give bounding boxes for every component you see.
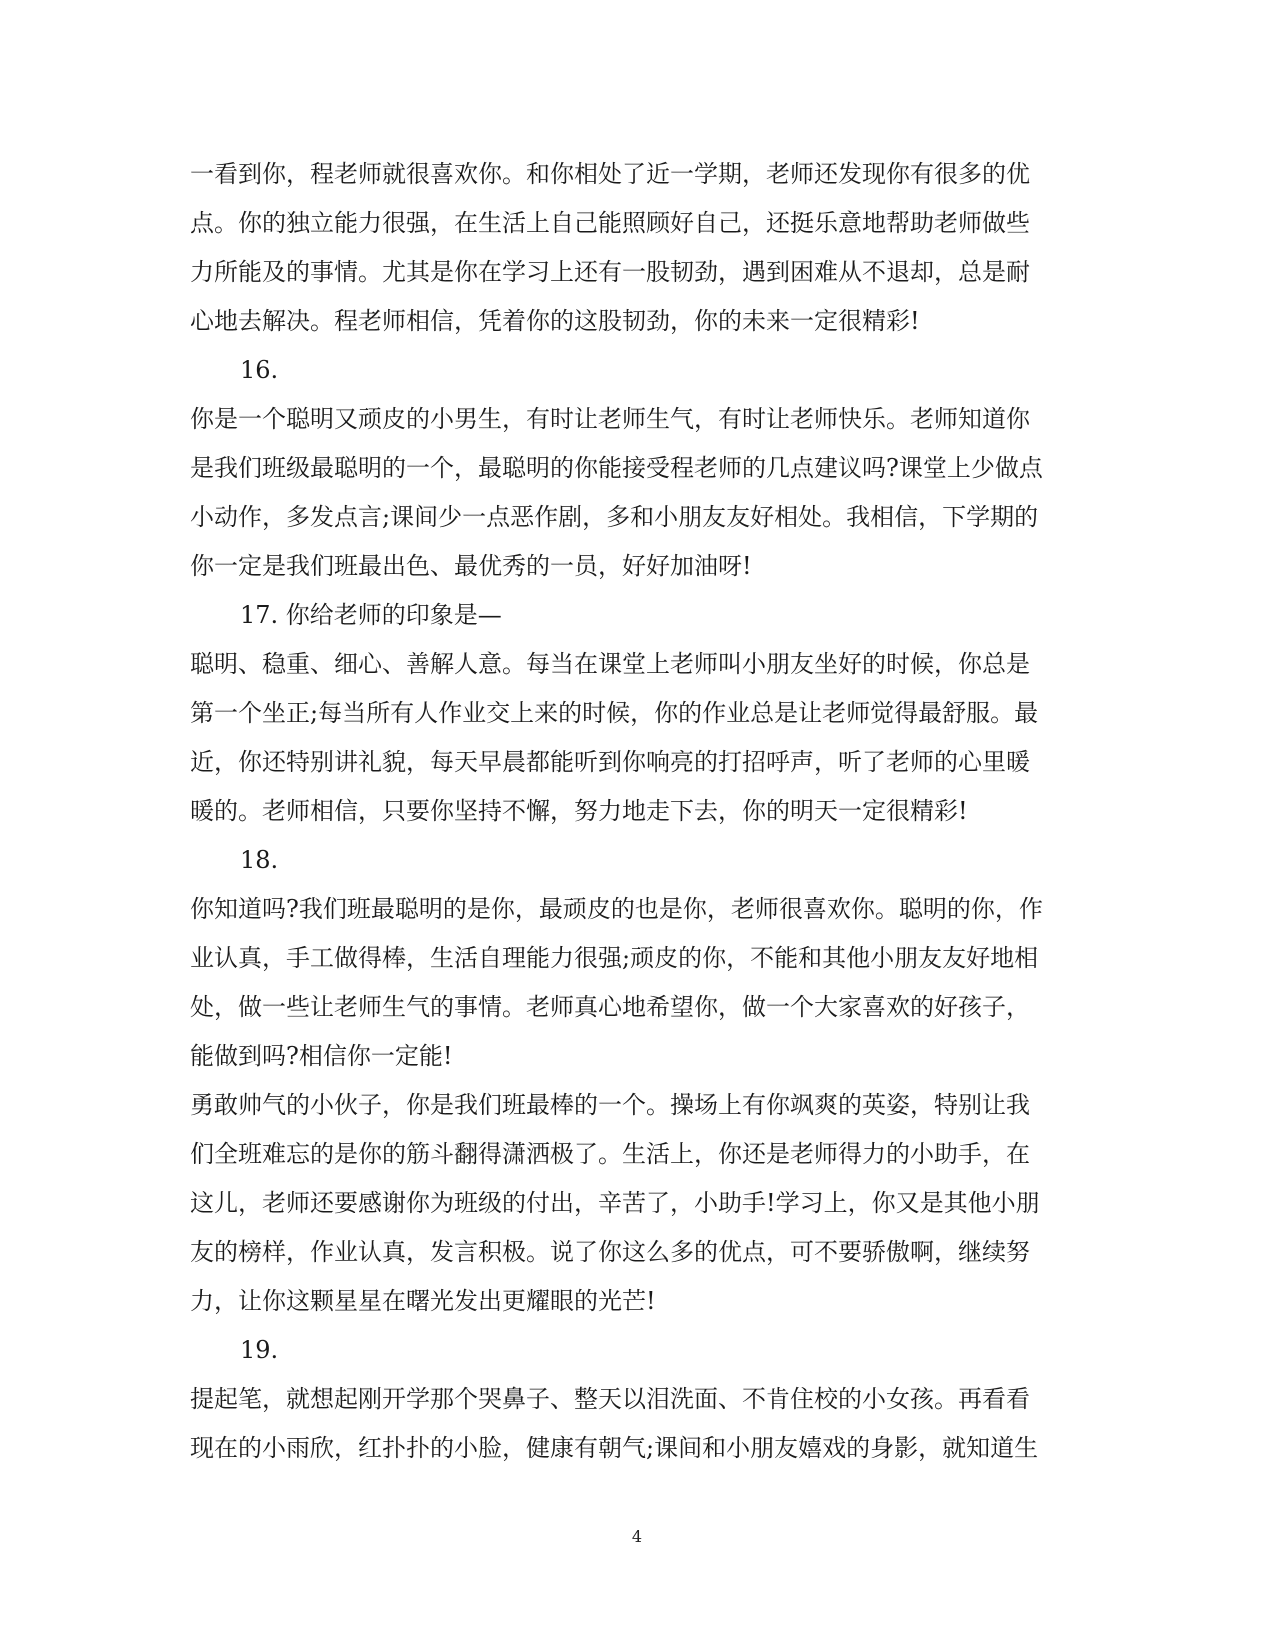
text-line: 能做到吗?相信你一定能! [190,1042,453,1070]
text-line: 们全班难忘的是你的筋斗翻得潇洒极了。生活上，你还是老师得力的小助手，在 [190,1140,1030,1168]
text-line: 心地去解决。程老师相信，凭着你的这股韧劲，你的未来一定很精彩! [190,307,920,335]
text-line: 力所能及的事情。尤其是你在学习上还有一股韧劲，遇到困难从不退却，总是耐 [190,258,1030,286]
text-line: 力，让你这颗星星在曙光发出更耀眼的光芒! [190,1287,656,1315]
text-line: 你知道吗?我们班最聪明的是你，最顽皮的也是你，老师很喜欢你。聪明的你，作 [190,895,1043,923]
text-line: 一看到你，程老师就很喜欢你。和你相处了近一学期，老师还发现你有很多的优 [190,160,1030,188]
section-heading: 16. [240,356,279,384]
text-line: 这儿，老师还要感谢你为班级的付出，辛苦了，小助手!学习上，你又是其他小朋 [190,1189,1040,1217]
text-line: 你是一个聪明又顽皮的小男生，有时让老师生气，有时让老师快乐。老师知道你 [190,405,1030,433]
text-line: 你一定是我们班最出色、最优秀的一员，好好加油呀! [190,552,752,580]
text-line: 第一个坐正;每当所有人作业交上来的时候，你的作业总是让老师觉得最舒服。最 [190,699,1039,727]
section-heading: 17. 你给老师的印象是— [240,601,502,629]
text-line: 处，做一些让老师生气的事情。老师真心地希望你，做一个大家喜欢的好孩子， [190,993,1030,1021]
document-body [190,150,1080,1473]
text-line: 点。你的独立能力很强，在生活上自己能照顾好自己，还挺乐意地帮助老师做些 [190,209,1030,237]
text-line: 勇敢帅气的小伙子，你是我们班最棒的一个。操场上有你飒爽的英姿，特别让我 [190,1091,1030,1119]
text-line: 业认真，手工做得棒，生活自理能力很强;顽皮的你，不能和其他小朋友友好地相 [190,944,1039,972]
text-line: 友的榜样，作业认真，发言积极。说了你这么多的优点，可不要骄傲啊，继续努 [190,1238,1030,1266]
text-line: 小动作，多发点言;课间少一点恶作剧，多和小朋友友好相处。我相信，下学期的 [190,503,1039,531]
page-number: 4 [631,1527,643,1546]
text-line: 聪明、稳重、细心、善解人意。每当在课堂上老师叫小朋友坐好的时候，你总是 [190,650,1030,678]
section-heading: 18. [240,846,279,874]
text-line: 近，你还特别讲礼貌，每天早晨都能听到你响亮的打招呼声，听了老师的心里暖 [190,748,1030,776]
text-line: 暖的。老师相信，只要你坚持不懈，努力地走下去，你的明天一定很精彩! [190,797,968,825]
text-line: 提起笔，就想起刚开学那个哭鼻子、整天以泪洗面、不肯住校的小女孩。再看看 [190,1385,1030,1413]
section-heading: 19. [240,1336,279,1364]
text-line: 现在的小雨欣，红扑扑的小脸，健康有朝气;课间和小朋友嬉戏的身影，就知道生 [190,1434,1039,1462]
text-line: 是我们班级最聪明的一个，最聪明的你能接受程老师的几点建议吗?课堂上少做点 [190,454,1043,482]
